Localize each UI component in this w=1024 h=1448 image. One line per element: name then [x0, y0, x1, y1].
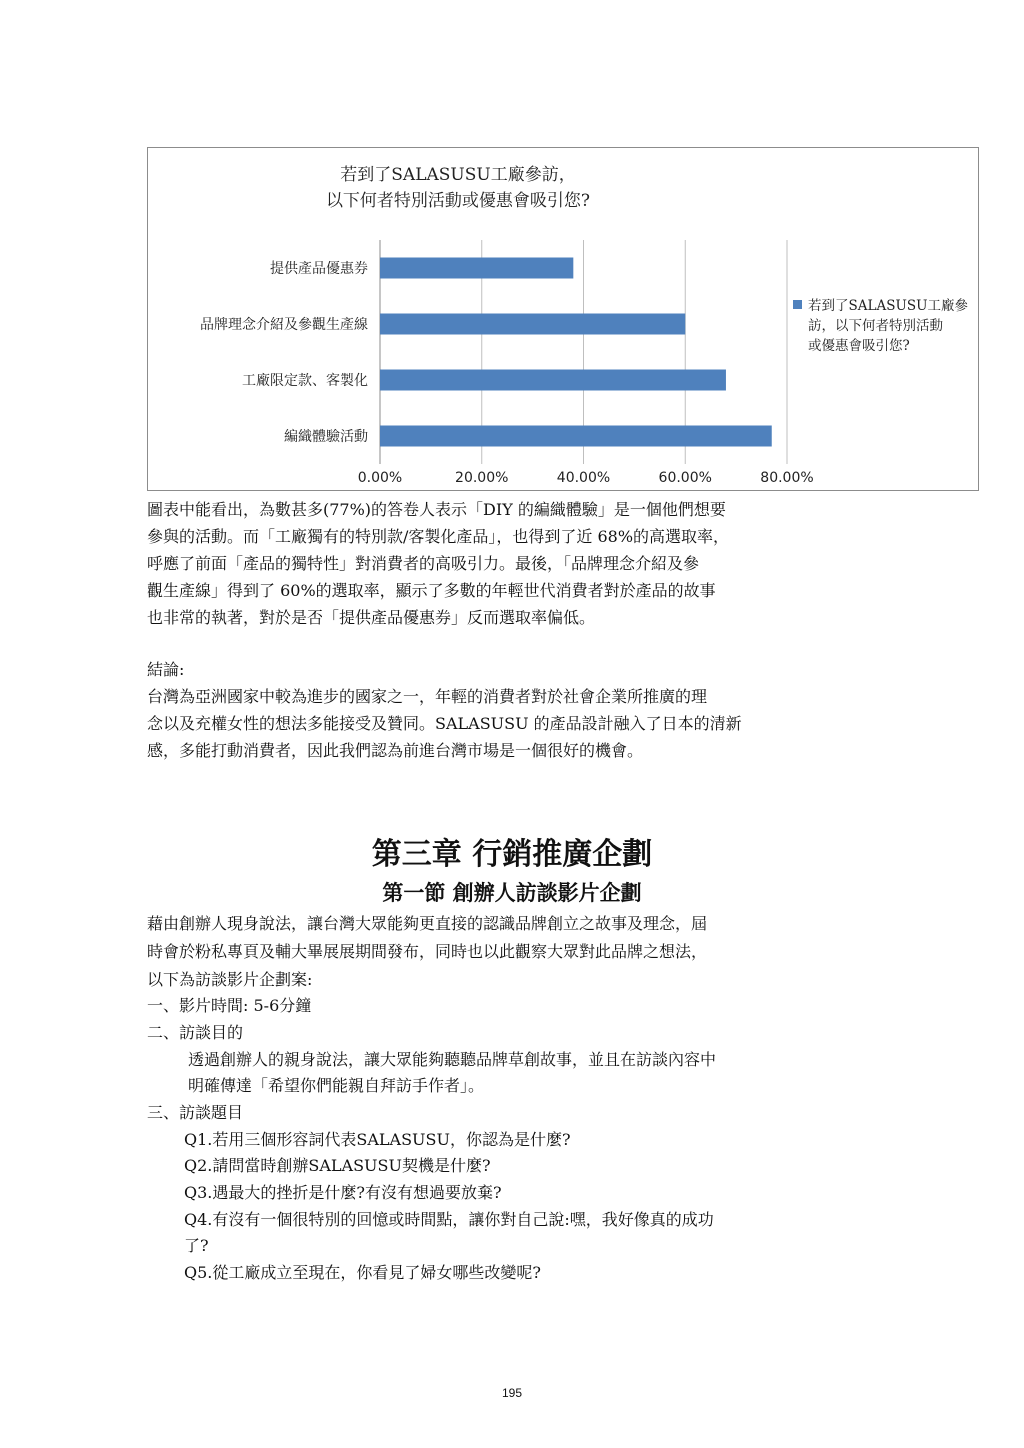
purpose-line: 明確傳達「希望你們能親自拜訪手作者」。: [188, 1076, 485, 1095]
question-item: Q4.有沒有一個很特別的回憶或時間點，讓你對自己說:嘿，我好像真的成功: [184, 1210, 714, 1229]
question-item: Q5.從工廠成立至現在，你看見了婦女哪些改變呢?: [184, 1263, 541, 1282]
category-label: 編織體驗活動: [284, 429, 368, 445]
question-item-continued: 了?: [184, 1236, 209, 1255]
analysis-paragraph: [147, 496, 887, 631]
page-number: 195: [501, 1386, 523, 1400]
analysis-line: 也非常的執著，對於是否「提供產品優惠券」反而選取率偏低。: [147, 608, 596, 627]
x-tick-label: 60.00%: [658, 470, 712, 486]
bar-1: [380, 258, 573, 279]
legend-line-3: 或優惠會吸引您?: [808, 338, 910, 354]
chart-legend: [793, 296, 978, 356]
category-label: 品牌理念介紹及參觀生產線: [200, 317, 368, 333]
legend-line-1: 若到了SALASUSU工廠參: [808, 298, 968, 314]
x-tick-label: 20.00%: [455, 470, 509, 486]
analysis-line: 觀生產線」得到了 60%的選取率，顯示了多數的年輕世代消費者對於產品的故事: [147, 581, 716, 600]
analysis-line: 呼應了前面「產品的獨特性」對消費者的高吸引力。最後，「品牌理念介紹及參: [147, 554, 700, 573]
bar-3: [380, 370, 726, 391]
chart-title-line-2: 以下何者特別活動或優惠會吸引您?: [325, 191, 591, 211]
intro-line: 藉由創辦人現身說法，讓台灣大眾能夠更直接的認識品牌創立之故事及理念，屆: [147, 914, 708, 933]
intro-paragraph: [147, 910, 887, 994]
analysis-line: 圖表中能看出，為數甚多(77%)的答卷人表示「DIY 的編織體驗」是一個他們想要: [147, 500, 726, 519]
plan-item-duration: 一、影片時間: 5-6分鐘: [147, 996, 312, 1015]
purpose-line: 透過創辦人的親身說法，讓大眾能夠聽聽品牌草創故事，並且在訪談內容中: [188, 1050, 717, 1069]
conclusion-label: 結論:: [147, 660, 185, 679]
question-item: Q3.遇最大的挫折是什麼?有沒有想過要放棄?: [184, 1183, 502, 1202]
question-item: Q1.若用三個形容詞代表SALASUSU，你認為是什麼?: [184, 1130, 571, 1149]
conclusion-paragraph: [147, 656, 887, 764]
chapter-title: 第三章 行銷推廣企劃: [371, 837, 653, 872]
conclusion-line: 念以及充權女性的想法多能接受及贊同。SALASUSU 的產品設計融入了日本的清新: [147, 714, 742, 733]
chart-title-line-1: 若到了SALASUSU工廠參訪，: [340, 165, 576, 185]
conclusion-line: 台灣為亞洲國家中較為進步的國家之一，年輕的消費者對於社會企業所推廣的理: [147, 687, 708, 706]
bar-chart: [147, 147, 979, 491]
category-label: 工廠限定款、客製化: [242, 373, 368, 389]
plan-item-purpose: 二、訪談目的: [147, 1023, 244, 1042]
question-item: Q2.請問當時創辦SALASUSU契機是什麼?: [184, 1156, 491, 1175]
bar-2: [380, 314, 685, 335]
bar-4: [380, 426, 772, 447]
intro-line: 時會於粉私專頁及輔大畢展展期間發布，同時也以此觀察大眾對此品牌之想法，: [147, 942, 708, 961]
intro-line: 以下為訪談影片企劃案:: [147, 970, 313, 989]
category-label: 提供產品優惠券: [270, 261, 368, 277]
section-title: 第一節 創辦人訪談影片企劃: [382, 881, 642, 905]
legend-line-2: 訪，以下何者特別活動: [808, 318, 943, 334]
x-tick-label: 80.00%: [760, 470, 814, 486]
x-tick-label: 40.00%: [556, 470, 611, 486]
analysis-line: 參與的活動。而「工廠獨有的特別款/客製化產品」，也得到了近 68%的高選取率，: [147, 527, 730, 546]
plan-item-questions: 三、訪談題目: [147, 1103, 244, 1122]
legend-swatch: [793, 300, 802, 309]
x-tick-label: 0.00%: [357, 470, 403, 486]
conclusion-line: 感，多能打動消費者，因此我們認為前進台灣市場是一個很好的機會。: [147, 741, 644, 760]
